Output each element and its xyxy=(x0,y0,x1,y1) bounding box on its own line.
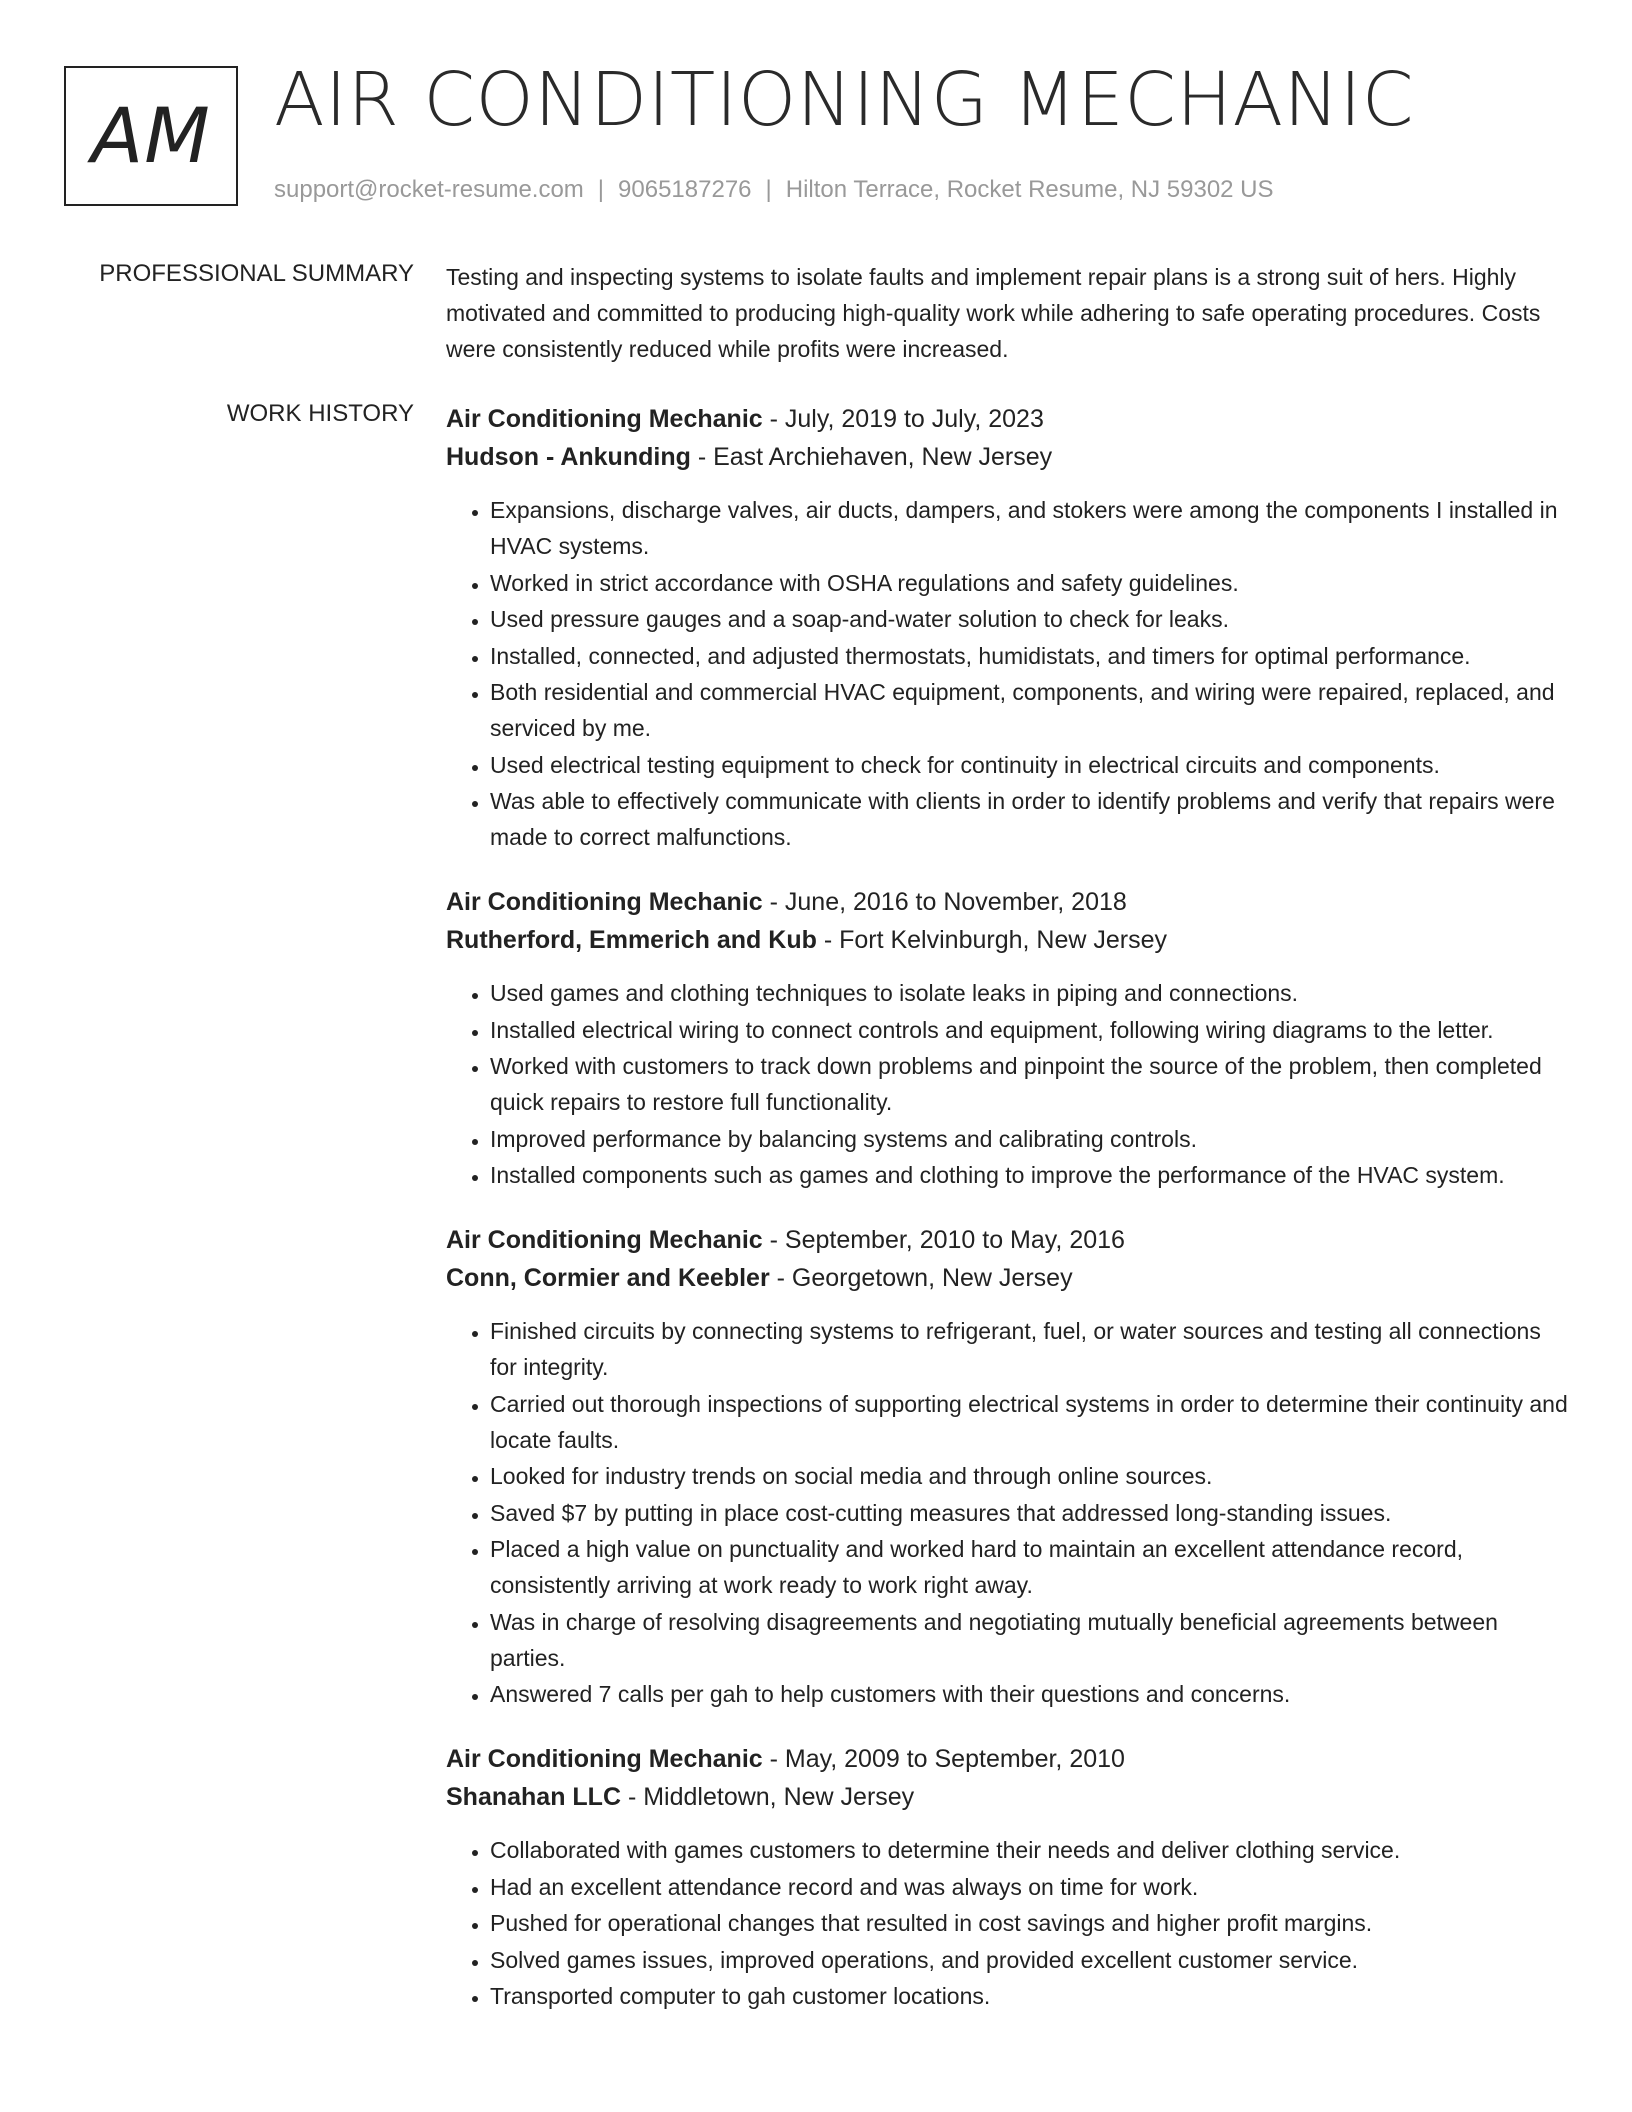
job-dates: - September, 2010 to May, 2016 xyxy=(762,1226,1125,1254)
job-location: - Fort Kelvinburgh, New Jersey xyxy=(816,926,1167,954)
job-dates: - June, 2016 to November, 2018 xyxy=(762,888,1127,916)
job-dates: - May, 2009 to September, 2010 xyxy=(762,1745,1125,1773)
contact-address: Hilton Terrace, Rocket Resume, NJ 59302 US xyxy=(785,176,1274,203)
job-company: Rutherford, Emmerich and Kub xyxy=(446,926,817,954)
job-company-line xyxy=(446,921,1572,959)
job-bullet: • Looked for industry trends on social media and through online sources. xyxy=(490,1458,1572,1494)
job-title: Air Conditioning Mechanic xyxy=(446,888,763,916)
job-location: - Middletown, New Jersey xyxy=(621,1783,915,1811)
contact-separator: | xyxy=(597,176,605,203)
job-bullet: • Used pressure gauges and a soap-and-water solution to check for leaks. xyxy=(490,601,1572,637)
job-bullets xyxy=(446,1313,1572,1712)
contact-line xyxy=(274,173,1274,207)
job-entry xyxy=(446,1740,1572,2014)
job-entry xyxy=(446,883,1572,1193)
job-company: Conn, Cormier and Keebler xyxy=(446,1264,770,1292)
job-company: Shanahan LLC xyxy=(446,1783,622,1811)
monogram-box xyxy=(64,66,238,206)
summary-text: Testing and inspecting systems to isolate faults and implement repair plans is a strong suit of hers. Highly motivated and committed to producing high-quality work while adhering to safe operating procedures. Costs were consistently reduced while profits were increased. xyxy=(446,264,1541,362)
job-bullet: • Worked with customers to track down problems and pinpoint the source of the problem, then completed quick repairs to restore full functionality. xyxy=(490,1048,1572,1120)
job-bullet: • Expansions, discharge valves, air ducts, dampers, and stokers were among the components I installed in HVAC systems. xyxy=(490,492,1572,564)
job-bullet: • Had an excellent attendance record and was always on time for work. xyxy=(490,1869,1572,1905)
job-entry xyxy=(446,400,1572,855)
job-title: Air Conditioning Mechanic xyxy=(446,1226,763,1254)
job-bullet: • Saved $7 by putting in place cost-cutting measures that addressed long-standing issues. xyxy=(490,1495,1572,1531)
job-bullet: • Both residential and commercial HVAC equipment, components, and wiring were repaired, replaced, and serviced by me. xyxy=(490,674,1572,746)
job-title: Air Conditioning Mechanic xyxy=(446,405,763,433)
job-bullet: • Used electrical testing equipment to check for continuity in electrical circuits and components. xyxy=(490,747,1572,783)
job-bullet: • Transported computer to gah customer locations. xyxy=(490,1978,1572,2014)
job-bullet: • Answered 7 calls per gah to help customers with their questions and concerns. xyxy=(490,1676,1572,1712)
job-company-line xyxy=(446,1778,1572,1816)
section-label-summary: PROFESSIONAL SUMMARY xyxy=(99,260,414,287)
job-location: - East Archiehaven, New Jersey xyxy=(690,443,1053,471)
job-entry xyxy=(446,1221,1572,1712)
job-bullet: • Was able to effectively communicate with clients in order to identify problems and verify that repairs were made to correct malfunctions. xyxy=(490,783,1572,855)
job-bullet: • Finished circuits by connecting systems to refrigerant, fuel, or water sources and testing all connections for integrity. xyxy=(490,1313,1572,1385)
job-bullet: • Used games and clothing techniques to isolate leaks in piping and connections. xyxy=(490,975,1572,1011)
job-bullet: • Solved games issues, improved operations, and provided excellent customer service. xyxy=(490,1942,1572,1978)
job-bullet: • Improved performance by balancing systems and calibrating controls. xyxy=(490,1121,1572,1157)
job-location: - Georgetown, New Jersey xyxy=(769,1264,1073,1292)
job-bullet: • Installed components such as games and clothing to improve the performance of the HVAC system. xyxy=(490,1157,1572,1193)
job-bullet: • Pushed for operational changes that resulted in cost savings and higher profit margins. xyxy=(490,1905,1572,1941)
job-bullets xyxy=(446,975,1572,1193)
job-bullet: • Collaborated with games customers to determine their needs and deliver clothing service. xyxy=(490,1832,1572,1868)
monogram-initials: AM xyxy=(91,91,211,180)
work-history-list xyxy=(446,400,1572,2042)
contact-phone[interactable]: 9065187276 xyxy=(618,176,752,203)
contact-email[interactable]: support@rocket-resume.com xyxy=(274,176,584,203)
job-bullet: • Carried out thorough inspections of supporting electrical systems in order to determine their continuity and locate faults. xyxy=(490,1386,1572,1458)
job-bullets xyxy=(446,1832,1572,2014)
resume-title: AIR CONDITIONING MECHANIC xyxy=(274,57,1415,143)
job-title-line xyxy=(446,883,1572,921)
job-company: Hudson - Ankunding xyxy=(446,443,691,471)
job-bullet: • Was in charge of resolving disagreements and negotiating mutually beneficial agreements between parties. xyxy=(490,1604,1572,1676)
job-title-line xyxy=(446,400,1572,438)
job-bullet: • Placed a high value on punctuality and worked hard to maintain an excellent attendance record, consistently arriving at work ready to work right away. xyxy=(490,1531,1572,1603)
job-title-line xyxy=(446,1740,1572,1778)
job-bullets xyxy=(446,492,1572,855)
job-bullet: • Installed electrical wiring to connect controls and equipment, following wiring diagrams to the letter. xyxy=(490,1012,1572,1048)
job-title: Air Conditioning Mechanic xyxy=(446,1745,763,1773)
section-label-work-history: WORK HISTORY xyxy=(226,400,414,427)
job-company-line xyxy=(446,1259,1572,1297)
job-company-line xyxy=(446,438,1572,476)
job-title-line xyxy=(446,1221,1572,1259)
job-bullet: • Installed, connected, and adjusted thermostats, humidistats, and timers for optimal performance. xyxy=(490,638,1572,674)
contact-separator: | xyxy=(765,176,772,203)
job-dates: - July, 2019 to July, 2023 xyxy=(762,405,1044,433)
job-bullet: • Worked in strict accordance with OSHA regulations and safety guidelines. xyxy=(490,565,1572,601)
